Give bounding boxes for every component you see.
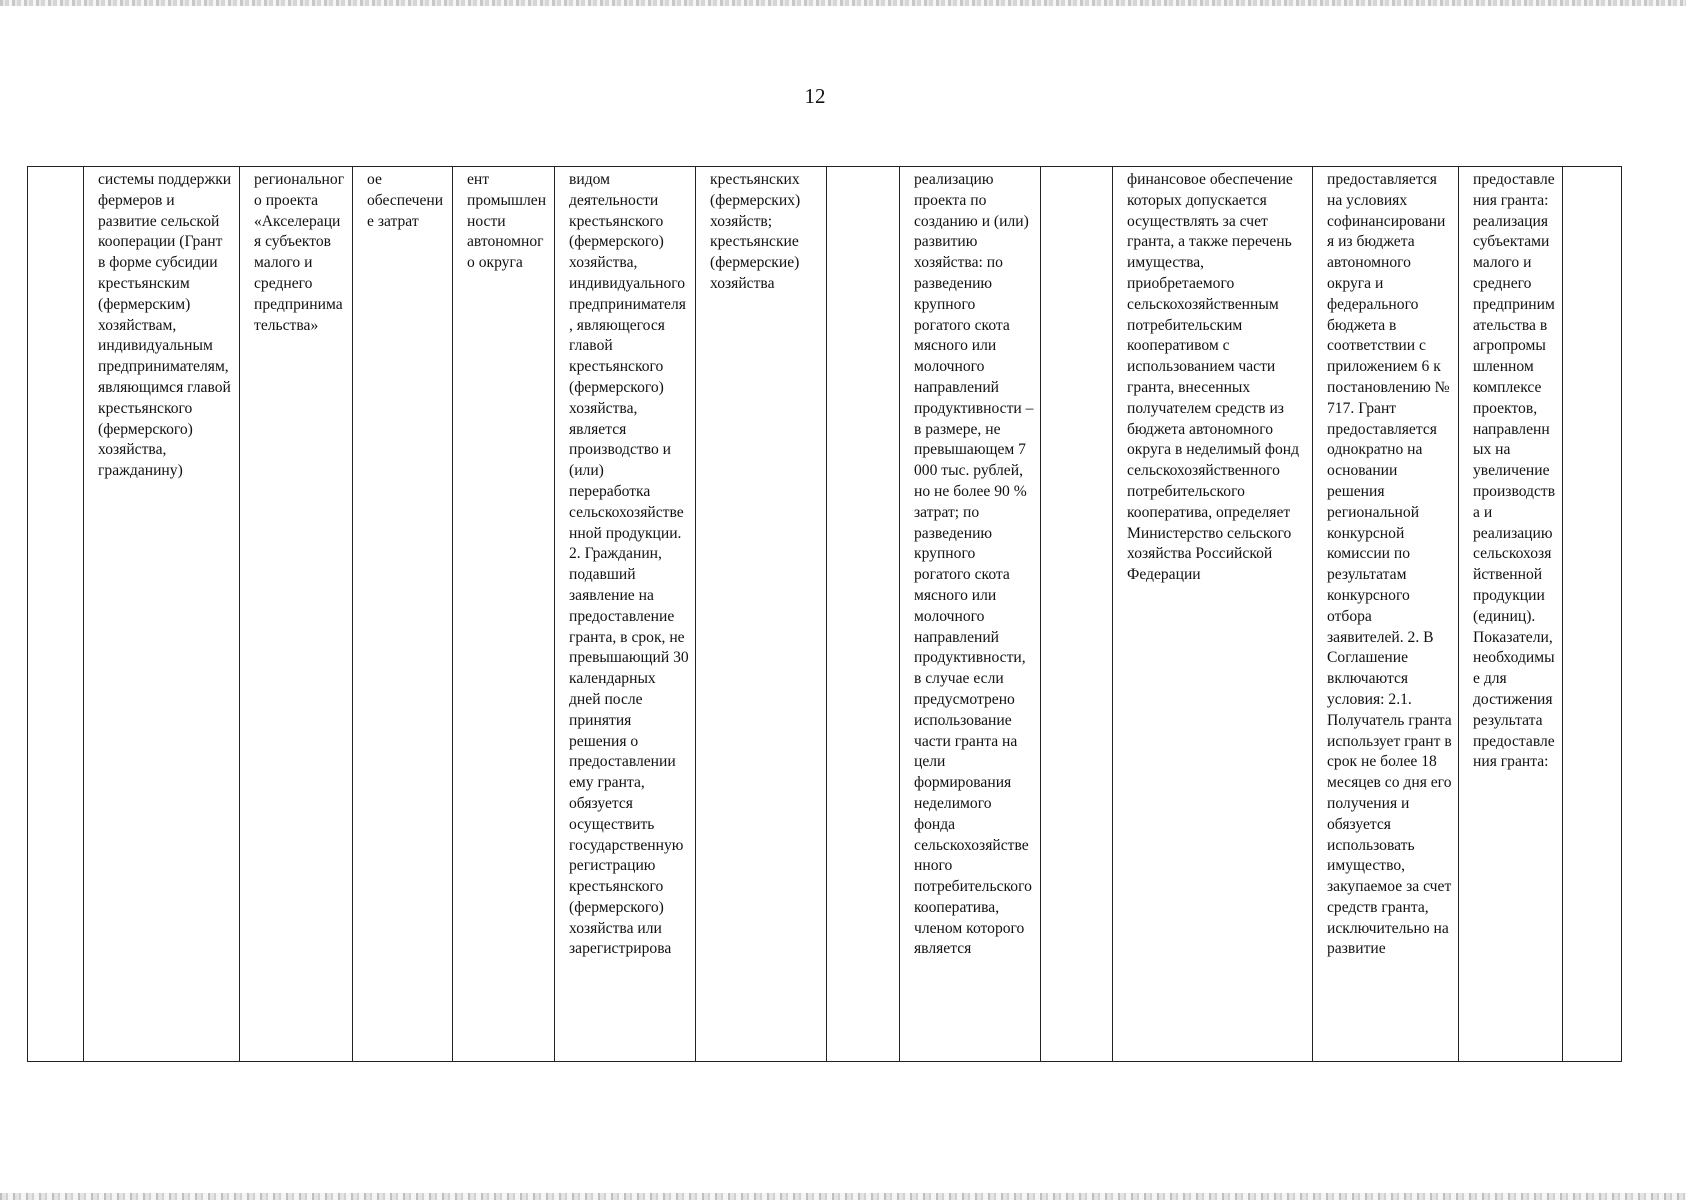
table-cell-department: ент промышленности автономного округа bbox=[453, 167, 555, 1062]
table-cell-empty-1 bbox=[28, 167, 84, 1062]
scan-edge-bottom bbox=[0, 1193, 1686, 1200]
table-cell-provision-terms: предоставляется на условиях софинансирования из бюджета автономного округа и федерального бюджета в соответствии с приложением 6 к постановлению № 717. Грант предоставляется однократно на основании решения региональной конкурсной комиссии по результатам конкурсного отбора заявителей. 2. В Соглашение включаются условия: 2.1. Получатель гранта использует грант в срок не более 18 месяцев со дня его получения и обязуется использовать имущество, закупаемое за счет средств гранта, исключительно на развитие bbox=[1313, 167, 1459, 1062]
table-cell-expenses-list: финансовое обеспечение которых допускается осуществлять за счет гранта, а также перечень имущества, приобретаемого сельскохозяйственным потребительским кооперативом с использованием части гранта, внесенных получателем средств из бюджета автономного округа в неделимый фонд сельскохозяйственного потребительского кооператива, определяет Министерство сельского хозяйства Российской Федерации bbox=[1113, 167, 1313, 1062]
table-cell-grant-amount: реализацию проекта по созданию и (или) развитию хозяйства: по разведению крупного рогатого скота мясного или молочного направлений продуктивности – в размере, не превышающем 7 000 тыс. рублей, но не более 90 % затрат; по разведению крупного рогатого скота мясного или молочного направлений продуктивности, в случае если предусмотрено использование части гранта на цели формирования неделимого фонда сельскохозяйственного потребительского кооператива, членом которого является bbox=[900, 167, 1041, 1062]
table-cell-empty-4 bbox=[1563, 167, 1622, 1062]
table-cell-cost-coverage: ое обеспечение затрат bbox=[353, 167, 453, 1062]
table-cell-recipients: крестьянских (фермерских) хозяйств; крестьянские (фермерские) хозяйства bbox=[696, 167, 827, 1062]
table-cell-regional-project: регионального проекта «Акселерация субъектов малого и среднего предпринимательства» bbox=[240, 167, 353, 1062]
scan-edge-top bbox=[0, 0, 1686, 6]
table-cell-empty-2 bbox=[827, 167, 900, 1062]
document-table bbox=[27, 166, 1622, 1062]
table-cell-support-system: системы поддержки фермеров и развитие сельской кооперации (Грант в форме субсидии крестьянским (фермерским) хозяйствам, индивидуальным предпринимателям, являющимся главой крестьянского (фермерского) хозяйства, гражданину) bbox=[84, 167, 240, 1062]
page-number: 12 bbox=[804, 84, 826, 108]
table-cell-results: предоставления гранта: реализация субъектами малого и среднего предпринимательства в агропромышленном комплексе проектов, направленных на увеличение производства и реализацию сельскохозяйственной продукции (единиц). Показатели, необходимые для достижения результата предоставления гранта: bbox=[1459, 167, 1563, 1062]
table-row bbox=[28, 167, 1622, 1062]
table-cell-activity-conditions: видом деятельности крестьянского (фермерского) хозяйства, индивидуального предпринимателя, являющегося главой крестьянского (фермерского) хозяйства, является производство и (или) переработка сельскохозяйственной продукции. 2. Гражданин, подавший заявление на предоставление гранта, в срок, не превышающий 30 календарных дней после принятия решения о предоставлении ему гранта, обязуется осуществить государственную регистрацию крестьянского (фермерского) хозяйства или зарегистрирова bbox=[555, 167, 696, 1062]
table-cell-empty-3 bbox=[1041, 167, 1113, 1062]
